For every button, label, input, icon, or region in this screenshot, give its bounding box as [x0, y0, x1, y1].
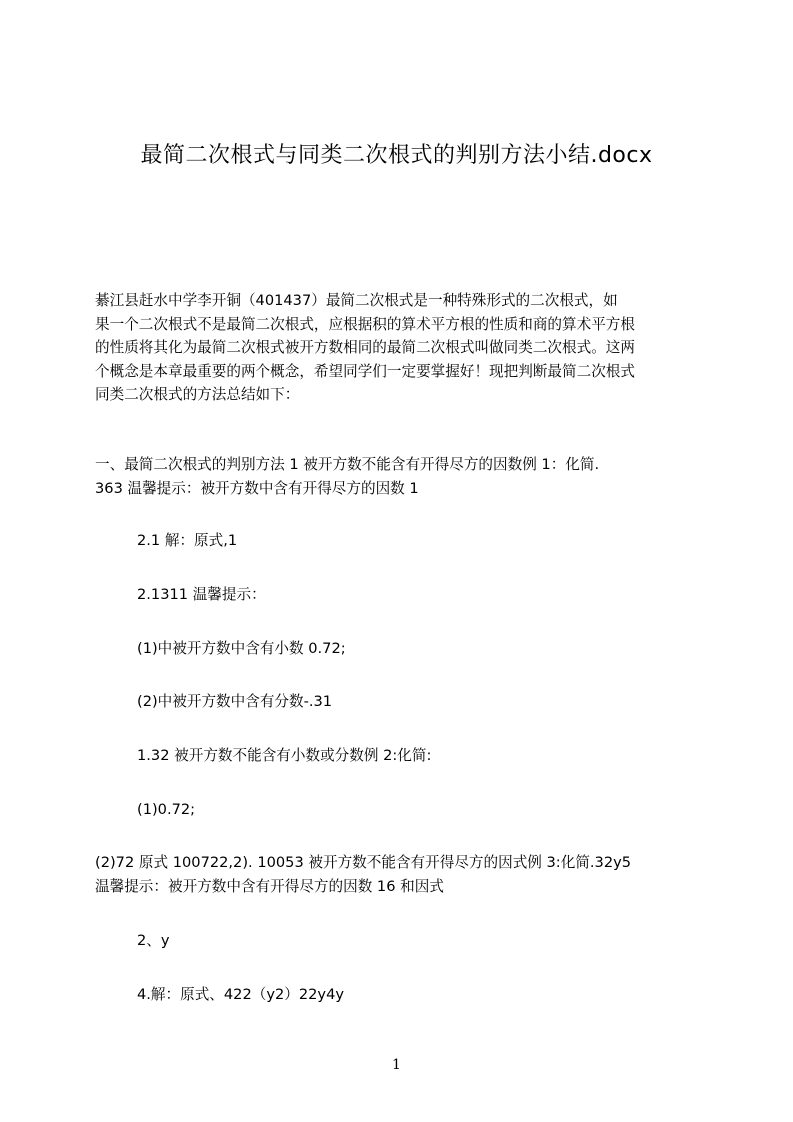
- tip-item-2: (2)中被开方数中含有分数-.31: [137, 693, 333, 710]
- text-line: 温馨提示：被开方数中含有开得尽方的因数 16 和因式: [95, 877, 444, 895]
- text-line: 果一个二次根式不是最简二次根式，应根据积的算术平方根的性质和商的算术平方根: [95, 315, 635, 333]
- example-3-paragraph: [95, 851, 699, 898]
- tip-heading: 2.1311 温馨提示：: [137, 586, 266, 603]
- text-line: 同类二次根式的方法总结如下：: [95, 386, 300, 403]
- text-line: 一、最简二次根式的判别方法 1 被开方数不能含有开得尽方的因数例 1：化简.: [95, 456, 600, 473]
- intro-paragraph: [95, 289, 699, 407]
- text-line: (2)72 原式 100722,2). 10053 被开方数不能含有开得尽方的因式例 3:化简.32y5: [95, 854, 632, 871]
- page-number: 1: [392, 1057, 401, 1073]
- solution-line-2: 4.解：原式、422（y2）22y4y: [137, 986, 344, 1003]
- method-paragraph: [95, 453, 699, 500]
- example-2-item-1: (1)0.72;: [137, 801, 196, 818]
- solution-line: 2.1 解：原式,1: [137, 532, 238, 549]
- example-2-line: 1.32 被开方数不能含有小数或分数例 2:化简:: [137, 747, 432, 764]
- text-line: 的性质将其化为最简二次根式被开方数相同的最简二次根式叫做同类二次根式。这两: [95, 339, 635, 356]
- text-line: 綦江县赶水中学李开铜（401437）最简二次根式是一种特殊形式的二次根式，如: [95, 292, 618, 309]
- tip-item-1: (1)中被开方数中含有小数 0.72;: [137, 640, 346, 657]
- factor-line: 2、y: [137, 932, 170, 949]
- text-line: 363 温馨提示：被开方数中含有开得尽方的因数 1: [95, 479, 419, 497]
- text-line: 个概念是本章最重要的两个概念，希望同学们一定要掌握好！现把判断最简二次根式: [95, 362, 635, 380]
- document-title: 最简二次根式与同类二次根式的判别方法小结.docx: [140, 143, 653, 168]
